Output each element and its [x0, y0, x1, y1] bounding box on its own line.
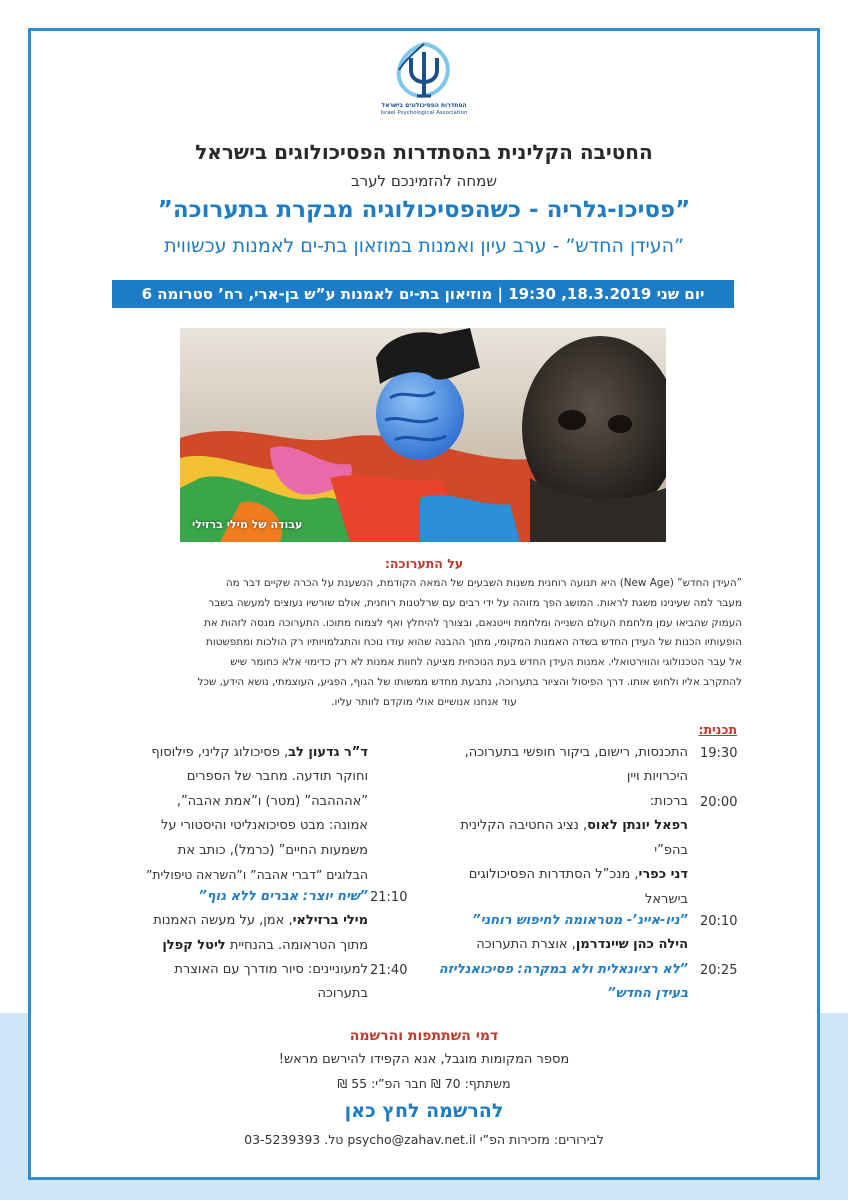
- program-line: [98, 934, 368, 958]
- contact-info[interactable]: לבירורים: מזכירות הפ”י psycho@zahav.net.il טל. 03-5239393: [244, 1132, 604, 1147]
- about-text: [106, 574, 742, 713]
- moderator-name: ליטל קפלן: [162, 937, 226, 953]
- logo-hebrew-text: הסתדרות הפסיכולוגים בישראל: [381, 102, 467, 109]
- photo-caption: עבודה של מילי ברזילי: [192, 518, 303, 531]
- about-line: מעבר למה שעינינו משגת לראות. המושג הפך מזוהה על ידי רבים עם שרלטנות רוחנית, אולם שורשיו נעוצים למעשה בשבר: [208, 596, 742, 609]
- event-subtitle: ”העידן החדש” - ערב עיון ואמנות במוזאון בת-ים לאמנות עכשווית: [164, 235, 684, 257]
- logo-english-text: Israel Psychological Association: [380, 110, 468, 116]
- program-line-text: מתוך הטראומה. בהנחיית: [225, 937, 368, 953]
- program-item: [398, 790, 688, 912]
- event-title: ”פסיכו-גלריה - כשהפסיכולוגיה מבקרת בתערוכה”: [157, 197, 691, 223]
- speaker-name: ד”ר גדעון לב: [288, 745, 368, 760]
- about-line: ”העידן החדש” (New Age) היא תנועה רוחנית משנות השבעים של המאה הקודמת, הנשענת על הכרה שקיים דבר מה: [225, 577, 742, 589]
- program-time: 21:10: [370, 890, 408, 905]
- program-item: [398, 741, 688, 790]
- program-item: [398, 958, 688, 1007]
- event-date-location-bar: יום שני 18.3.2019, 19:30 | מוזיאון בת-ים לאמנות ע”ש בן-ארי, רח’ סטרומה 6: [112, 280, 734, 308]
- about-title: על התערוכה:: [384, 556, 464, 571]
- registration-notice: מספר המקומות מוגבל, אנא הקפידו להירשם מראש!: [278, 1052, 570, 1067]
- program-line: הבלוגים ”דברי אהבה” ו”השראה טיפולית”: [145, 867, 368, 883]
- speaker-name: דני כפרי: [638, 867, 688, 883]
- register-link[interactable]: להרשמה לחץ כאן: [344, 1100, 504, 1122]
- artwork-photo: [180, 328, 666, 542]
- program-line: [398, 933, 688, 957]
- program-item: [398, 909, 688, 958]
- program-line: משמעות החיים” (כרמל), כותב את: [177, 842, 368, 858]
- about-line: הופעותיו הכנות של העידן החדש בשדה האמנות המקומי, מתוך ההבנה שהוא עודו נוכח והתגלמויותיו רק הולכות ומתפשטות: [206, 636, 742, 649]
- speaker-role: , נציג החטיבה הקלינית: [460, 818, 588, 834]
- lecture-title: בעידן החדש”: [607, 986, 688, 1002]
- program-line: ”אהההבה” (מטר) ו”אמת אהבה”,: [176, 793, 368, 809]
- program-line: [98, 741, 368, 765]
- program-line: [98, 909, 368, 933]
- registration-title: דמי השתתפות והרשמה: [349, 1028, 499, 1044]
- lecture-title: ”לא רציונאלית ולא במקרה: פסיכואנליזה: [438, 962, 688, 977]
- program-time: 19:30: [700, 746, 738, 761]
- program-item: [98, 958, 368, 1007]
- program-line: התכנסות, רישום, ביקור חופשי בתערוכה,: [464, 745, 688, 760]
- program-line: וחוקר תודעה. מחבר של הספרים: [186, 769, 368, 785]
- speaker-role: , אמן, על מעשה האמנות: [153, 913, 293, 929]
- speaker-role: , אוצרת התערוכה: [476, 937, 576, 953]
- speaker-name: רפאל יונתן לאוס: [587, 818, 688, 834]
- program-line: בהפ”י: [654, 842, 688, 858]
- artwork-image: [180, 328, 666, 542]
- about-line: אל עבר הטכנולוגי והווירטואלי. אמנות העידן החדש בעת הנוכחית מציעה לחוות אמנות לא רק כדימוי אלא כחומר שיש: [230, 656, 742, 669]
- program-line: [398, 863, 688, 887]
- program-time: 20:00: [700, 795, 738, 810]
- program-title: תכנית:: [698, 722, 737, 737]
- speaker-role: , פסיכולוג קליני, פילוסוף: [151, 745, 289, 760]
- program-item: [98, 741, 368, 887]
- invite-line: שמחה להזמינכם לערב: [351, 172, 497, 190]
- about-line: להתקרב אליו ולחוש אותו. דרך הפיסול והציור בתערוכה, נתבעת מחדש ממשותו של הגוף, הפגיע, העוצמתי, נושא הידע, שכל: [197, 675, 742, 688]
- program-line: ברכות:: [649, 794, 688, 809]
- program-line: בתערוכה: [317, 986, 368, 1002]
- speaker-role: , מנכ”ל הסתדרות הפסיכולוגים: [468, 867, 639, 883]
- organization-heading: החטיבה הקלינית בהסתדרות הפסיכולוגים בישראל: [195, 140, 653, 164]
- program-line: אמונה: מבט פסיכואנליטי והיסטורי על: [161, 818, 368, 834]
- lecture-title: ”שיח יוצר: אברים ללא גוף”: [198, 889, 368, 904]
- lecture-title: ”ניו-אייג’- מטראומה לחיפוש רוחני”: [472, 913, 688, 928]
- program-time: 20:10: [700, 914, 738, 929]
- psi-logo-icon: [389, 40, 459, 102]
- speaker-name: מילי ברזילאי: [292, 913, 368, 929]
- association-logo: [378, 40, 470, 130]
- program-line: [398, 814, 688, 838]
- speaker-name: הילה כהן שיינדרמן: [575, 937, 688, 953]
- program-line: בישראל: [644, 891, 688, 907]
- registration-prices: משתתף: 70 ₪ חבר הפ”י: 55 ₪: [337, 1076, 511, 1091]
- about-line: עוד אנחנו אנושיים אולי מוקדם לוותר עליו.: [331, 695, 517, 708]
- about-line: העמוק שהביאו עמן מלחמת העולם השנייה ומלחמת וייטנאם, ובצורך להיחלץ ואף לצמוח מתוכו. התערוכה מנסה לזהות את: [203, 616, 742, 629]
- program-time: 20:25: [700, 963, 738, 978]
- program-line: היכרויות ויין: [626, 769, 688, 785]
- program-time: 21:40: [370, 963, 408, 978]
- program-item: [98, 885, 368, 958]
- program-line: למעוניינים: סיור מודרך עם האוצרת: [174, 962, 368, 977]
